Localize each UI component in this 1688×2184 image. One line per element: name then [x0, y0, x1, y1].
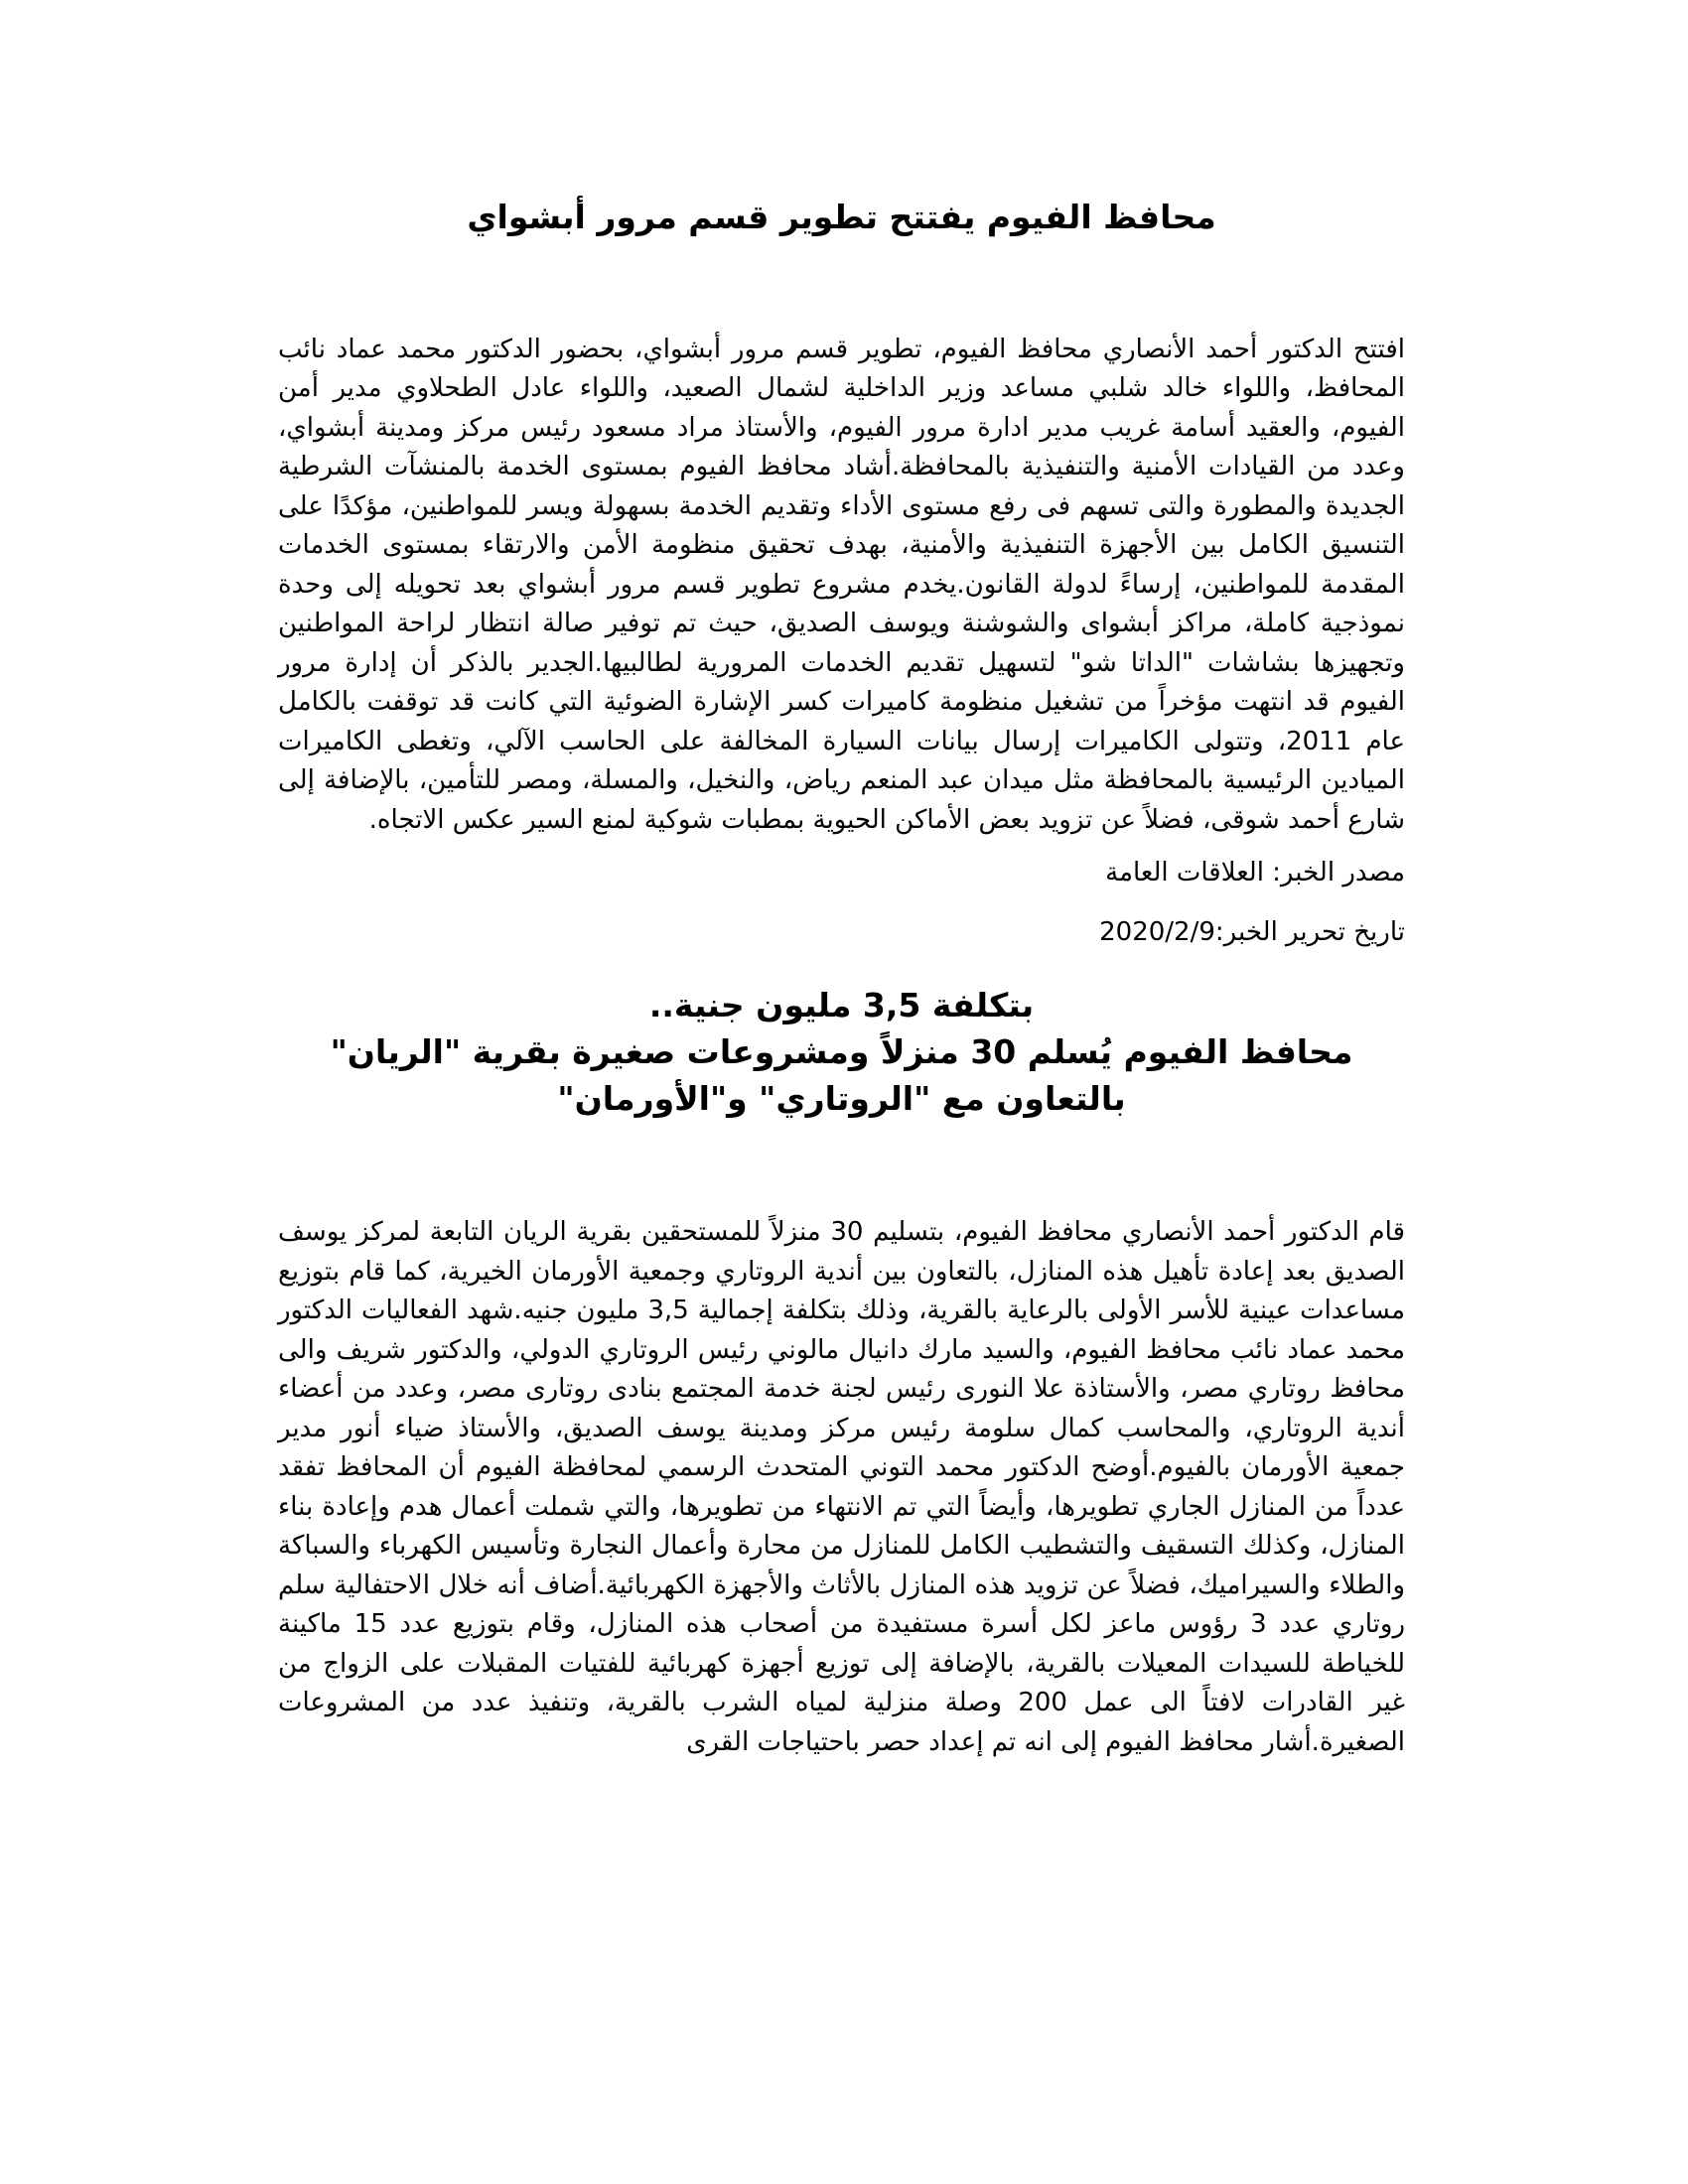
article-1-source: مصدر الخبر: العلاقات العامة: [1105, 858, 1405, 888]
article-2-headline-line-1: بتكلفة 3,5 مليون جنية..: [648, 986, 1035, 1025]
article-1: [278, 0, 1405, 952]
article-2-headline: [278, 982, 1405, 1122]
article-1-title: محافظ الفيوم يفتتح تطوير قسم مرور أبشواي: [467, 198, 1216, 236]
article-2: [278, 982, 1405, 1762]
article-1-date: تاريخ تحرير الخبر:2020/2/9: [1099, 916, 1405, 947]
article-2-body: قام الدكتور أحمد الأنصاري محافظ الفيوم، بتسليم 30 منزلاً للمستحقين بقرية الريان التابعة لمركز يوسف الصديق بعد إعادة تأهيل هذه المنازل، بالتعاون بين أندية الروتاري وجمعية الأورمان الخيرية، كما قام بتوزيع مساعدات عينية للأسر الأولى بالرعاية بالقرية، وذلك بتكلفة إجمالية 3,5 مليون جنيه.شهد الفعاليات الدكتور محمد عماد نائب محافظ الفيوم، والسيد مارك دانيال مالوني رئيس الروتاري الدولي، والدكتور شريف والى محافظ روتاري مصر، والأستاذة علا النورى رئيس لجنة خدمة المجتمع بنادى روتارى مصر، وعدد من أعضاء أندية الروتاري، والمحاسب كمال سلومة رئيس مركز ومدينة يوسف الصديق، والأستاذ ضياء أنور مدير جمعية الأورمان بالفيوم.أوضح الدكتور محمد التوني المتحدث الرسمي لمحافظة الفيوم أن المحافظ تفقد عدداً من المنازل الجاري تطويرها، وأيضاً التي تم الانتهاء من تطويرها، والتي شملت أعمال هدم وإعادة بناء المنازل، وكذلك التسقيف والتشطيب الكامل للمنازل من محارة وأعمال النجارة وتأسيس الكهرباء والسباكة والطلاء والسيراميك، فضلاً عن تزويد هذه المنازل بالأثاث والأجهزة الكهربائية.أضاف أنه خلال الاحتفالية سلم روتاري عدد 3 رؤوس ماعز لكل أسرة مستفيدة من أصحاب هذه المنازل، وقام بتوزيع عدد 15 ماكينة للخياطة للسيدات المعيلات بالقرية، بالإضافة إلى توزيع أجهزة كهربائية للفتيات المقبلات على الزواج من غير القادرات لافتاً الى عمل 200 وصلة منزلية لمياه الشرب بالقرية، وتنفيذ عدد من المشروعات الصغيرة.أشار محافظ الفيوم إلى انه تم إعداد حصر باحتياجات القرى: [278, 1217, 1406, 1757]
article-1-body: افتتح الدكتور أحمد الأنصاري محافظ الفيوم، تطوير قسم مرور أبشواي، بحضور الدكتور محمد عماد نائب المحافظ، واللواء خالد شلبي مساعد وزير الداخلية لشمال الصعيد، واللواء عادل الطحلاوي مدير أمن الفيوم، والعقيد أسامة غريب مدير ادارة مرور الفيوم، والأستاذ مراد مسعود رئيس مركز ومدينة أبشواي، وعدد من القيادات الأمنية والتنفيذية بالمحافظة.أشاد محافظ الفيوم بمستوى الخدمة بالمنشآت الشرطية الجديدة والمطورة والتى تسهم فى رفع مستوى الأداء وتقديم الخدمة بسهولة ويسر للمواطنين، مؤكدًا على التنسيق الكامل بين الأجهزة التنفيذية والأمنية، بهدف تحقيق منظومة الأمن والارتقاء بمستوى الخدمات المقدمة للمواطنين، إرساءً لدولة القانون.يخدم مشروع تطوير قسم مرور أبشواي بعد تحويله إلى وحدة نموذجية كاملة، مراكز أبشواى والشوشنة ويوسف الصديق، حيث تم توفير صالة انتظار لراحة المواطنين وتجهيزها بشاشات "الداتا شو" لتسهيل تقديم الخدمات المرورية لطالبيها.الجدير بالذكر أن إدارة مرور الفيوم قد انتهت مؤخراً من تشغيل منظومة كاميرات كسر الإشارة الضوئية التي كانت قد توقفت بالكامل عام 2011، وتتولى الكاميرات إرسال بيانات السيارة المخالفة على الحاسب الآلي، وتغطى الكاميرات الميادين الرئيسية بالمحافظة مثل ميدان عبد المنعم رياض، والنخيل، والمسلة، ومصر للتأمين، بالإضافة إلى شارع أحمد شوقى، فضلاً عن تزويد بعض الأماكن الحيوية بمطبات شوكية لمنع السير عكس الاتجاه.: [278, 334, 1405, 835]
article-2-headline-line-2: محافظ الفيوم يُسلم 30 منزلاً ومشروعات صغيرة بقرية "الريان" بالتعاون مع "الروتاري" و"الأورمان": [330, 1032, 1353, 1119]
